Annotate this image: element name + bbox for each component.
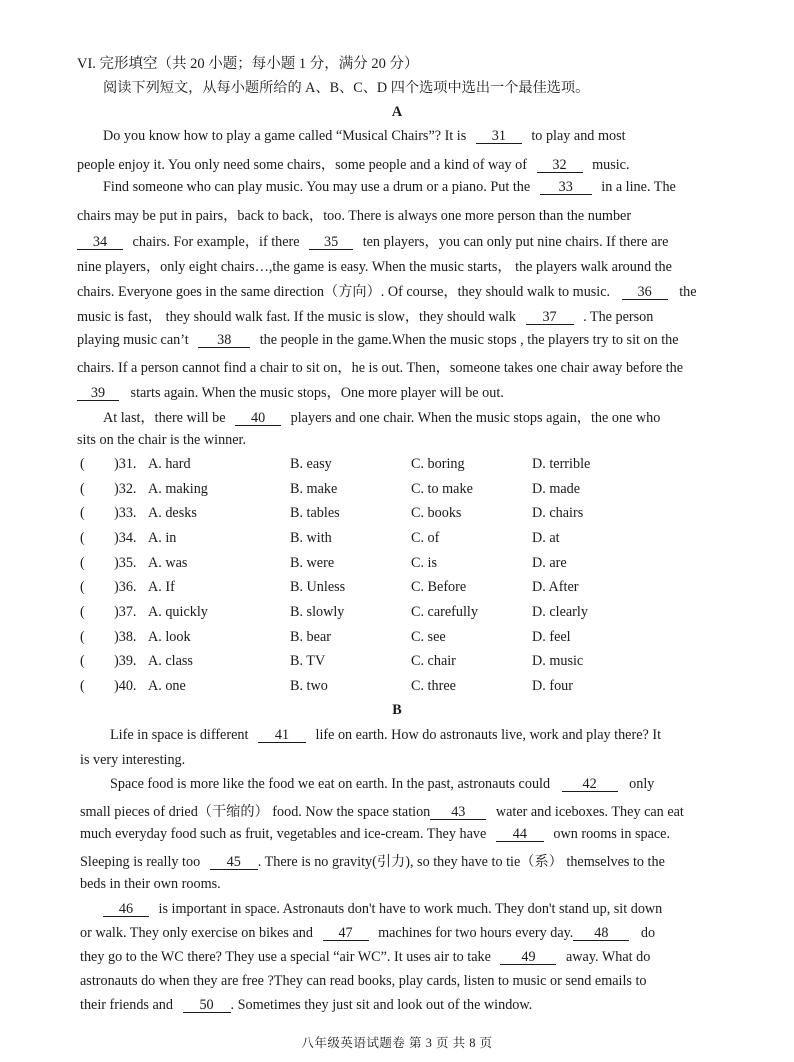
option-a[interactable]: A. one (148, 678, 186, 694)
option-a[interactable]: A. class (148, 653, 193, 669)
answer-slot[interactable]: ( (80, 604, 85, 620)
passage-a-line: chairs. If a person cannot find a chair to sit on，he is out. Then，someone takes one chair away before the (77, 360, 684, 376)
option-b[interactable]: B. tables (290, 505, 340, 521)
answer-slot[interactable]: ( (80, 653, 85, 669)
option-a[interactable]: A. making (148, 481, 208, 497)
option-a[interactable]: A. look (148, 629, 191, 645)
question-row-31: ( )31. A. hard B. easy C. boring D. terrible (80, 456, 591, 472)
answer-slot[interactable]: ( (80, 481, 85, 497)
passage-a-heading: A (391, 104, 403, 120)
option-d[interactable]: D. feel (532, 629, 571, 645)
blank-33[interactable]: 33 (540, 180, 592, 195)
section-instruction: 阅读下列短文，从每小题所给的 A、B、C、D 四个选项中选出一个最佳选项。 (103, 80, 590, 96)
question-row-34: ( )34. A. in B. with C. of D. at (80, 530, 560, 546)
passage-a-line: 39 starts again. When the music stops，One more player will be out. (77, 382, 504, 402)
question-row-39: ( )39. A. class B. TV C. chair D. music (80, 653, 584, 669)
option-a[interactable]: A. in (148, 530, 177, 546)
option-c[interactable]: C. carefully (411, 604, 478, 620)
option-b[interactable]: B. easy (290, 456, 332, 472)
option-b[interactable]: B. were (290, 555, 335, 571)
option-b[interactable]: B. make (290, 481, 338, 497)
passage-b-line: they go to the WC there? They use a special “air WC”. It uses air to take 49 away. What do (80, 949, 651, 965)
passage-b-heading: B (392, 702, 402, 718)
option-c[interactable]: C. is (411, 555, 438, 571)
passage-b-line: Space food is more like the food we eat on earth. In the past, astronauts could 42 only (110, 776, 655, 792)
option-a[interactable]: A. If (148, 579, 175, 595)
blank-41[interactable]: 41 (258, 728, 306, 743)
passage-b-line: their friends and 50 . Sometimes they just sit and look out of the window. (80, 997, 533, 1013)
option-b[interactable]: B. bear (290, 629, 331, 645)
option-b[interactable]: B. TV (290, 653, 326, 669)
blank-39[interactable]: 39 (77, 386, 119, 401)
question-row-38: ( )38. A. look B. bear C. see D. feel (80, 629, 571, 645)
passage-a-line: At last，there will be 40 players and one chair. When the music stops again，the one who (103, 410, 661, 426)
option-c[interactable]: C. boring (411, 456, 465, 472)
passage-b-line: small pieces of dried（干缩的） food. Now the space station 43 water and iceboxes. They can eat (80, 804, 684, 820)
option-a[interactable]: A. quickly (148, 604, 208, 620)
blank-37[interactable]: 37 (526, 310, 574, 325)
option-c[interactable]: C. chair (411, 653, 456, 669)
option-c[interactable]: C. of (411, 530, 440, 546)
passage-a-line: 34 chairs. For example，if there 35 ten players，you can only put nine chairs. If there are (77, 231, 668, 251)
blank-45[interactable]: 45 (210, 855, 258, 870)
passage-a-line: Do you know how to play a game called “Musical Chairs”? It is 31 to play and most (103, 128, 626, 144)
option-c[interactable]: C. Before (411, 579, 467, 595)
answer-slot[interactable]: ( (80, 629, 85, 645)
option-b[interactable]: B. two (290, 678, 328, 694)
question-row-32: ( )32. A. making B. make C. to make D. made (80, 481, 581, 497)
option-d[interactable]: D. music (532, 653, 584, 669)
answer-slot[interactable]: ( (80, 678, 85, 694)
passage-b-line: Sleeping is really too 45 . There is no gravity(引力), so they have to tie（系） themselves to the (80, 854, 665, 870)
option-d[interactable]: D. terrible (532, 456, 591, 472)
question-row-35: ( )35. A. was B. were C. is D. are (80, 555, 567, 571)
question-row-36: ( )36. A. If B. Unless C. Before D. After (80, 579, 579, 595)
blank-31[interactable]: 31 (476, 129, 522, 144)
option-b[interactable]: B. with (290, 530, 332, 546)
passage-a-line: sits on the chair is the winner. (77, 432, 247, 448)
blank-40[interactable]: 40 (235, 411, 281, 426)
passage-b-line: much everyday food such as fruit, vegetables and ice-cream. They have 44 own rooms in space. (80, 826, 671, 842)
passage-b-line: 46 is important in space. Astronauts don't have to work much. They don't stand up, sit down (103, 901, 662, 918)
passage-a-line: people enjoy it. You only need some chairs，some people and a kind of way of 32 music. (77, 157, 630, 173)
option-d[interactable]: D. four (532, 678, 573, 694)
passage-a-line: chairs. Everyone goes in the same direction（方向）. Of course，they should walk to music. 36 the (77, 284, 697, 300)
blank-42[interactable]: 42 (562, 777, 618, 792)
answer-slot[interactable]: ( (80, 456, 85, 472)
blank-34[interactable]: 34 (77, 235, 123, 250)
blank-43[interactable]: 43 (430, 805, 486, 820)
blank-49[interactable]: 49 (500, 950, 556, 965)
section-title: VI. 完形填空（共 20 小题；每小题 1 分，满分 20 分） (77, 56, 419, 72)
passage-b-line: astronauts do when they are free ?They can read books, play cards, listen to music or send emails to (80, 973, 647, 989)
question-row-37: ( )37. A. quickly B. slowly C. carefully D. clearly (80, 604, 588, 620)
option-c[interactable]: C. books (411, 505, 462, 521)
option-a[interactable]: A. desks (148, 505, 197, 521)
blank-35[interactable]: 35 (309, 235, 353, 250)
option-d[interactable]: D. are (532, 555, 567, 571)
option-a[interactable]: A. hard (148, 456, 191, 472)
passage-a-line: music is fast， they should walk fast. If the music is slow，they should walk 37 . The person (77, 309, 654, 325)
blank-50[interactable]: 50 (183, 998, 231, 1013)
blank-46[interactable]: 46 (103, 902, 149, 917)
option-c[interactable]: C. to make (411, 481, 473, 497)
passage-a-line: nine players，only eight chairs…,the game is easy. When the music starts， the players walk around the (77, 259, 672, 275)
option-c[interactable]: C. three (411, 678, 456, 694)
page-footer: 八年级英语试题卷 第 3 页 共 8 页 (301, 1036, 493, 1050)
option-d[interactable]: D. chairs (532, 505, 584, 521)
passage-a-line: Find someone who can play music. You may use a drum or a piano. Put the 33 in a line. The (103, 179, 676, 195)
option-d[interactable]: D. made (532, 481, 581, 497)
question-row-40: ( )40. A. one B. two C. three D. four (80, 678, 573, 694)
blank-38[interactable]: 38 (198, 333, 250, 348)
answer-slot[interactable]: ( (80, 555, 85, 571)
blank-32[interactable]: 32 (537, 158, 583, 173)
option-d[interactable]: D. After (532, 579, 579, 595)
passage-a-line: playing music can’t 38 the people in the game.When the music stops , the players try to sit on the (77, 332, 679, 348)
option-b[interactable]: B. Unless (290, 579, 346, 595)
option-d[interactable]: D. at (532, 530, 560, 546)
blank-44[interactable]: 44 (496, 827, 544, 842)
passage-b-line: or walk. They only exercise on bikes and 47 machines for two hours every day. 48 do (80, 925, 656, 941)
answer-slot[interactable]: ( (80, 505, 85, 521)
passage-a-line: chairs may be put in pairs，back to back，too. There is always one more person than the number (77, 208, 632, 224)
option-d[interactable]: D. clearly (532, 604, 588, 620)
question-row-33: ( )33. A. desks B. tables C. books D. chairs (80, 505, 584, 521)
passage-b-line: Life in space is different 41 life on earth. How do astronauts live, work and play there? It (110, 727, 662, 743)
passage-b-line: is very interesting. (80, 752, 186, 768)
answer-slot[interactable]: ( (80, 530, 85, 546)
passage-b-line: beds in their own rooms. (80, 876, 221, 892)
answer-slot[interactable]: ( (80, 579, 85, 595)
option-c[interactable]: C. see (411, 629, 446, 645)
blank-36[interactable]: 36 (622, 285, 668, 300)
option-b[interactable]: B. slowly (290, 604, 345, 620)
option-a[interactable]: A. was (148, 555, 188, 571)
blank-48[interactable]: 48 (573, 926, 629, 941)
blank-47[interactable]: 47 (323, 926, 369, 941)
